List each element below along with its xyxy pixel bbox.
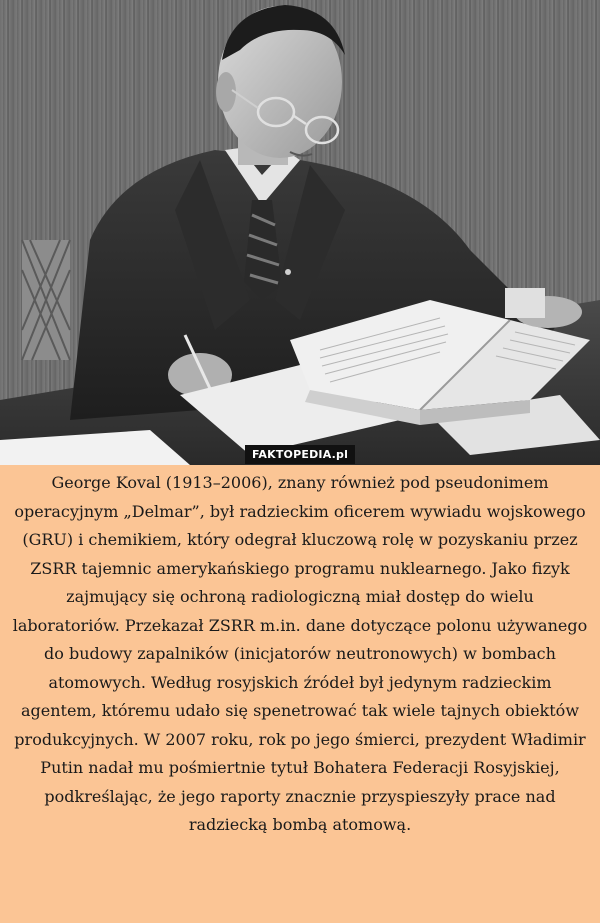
caption-text: George Koval (1913–2006), znany również pod pseudonimem operacyjnym „Delmar”, był radzieckim oficerem wywiadu wojskowego (GRU) i chemikiem, który odegrał kluczową rolę w pozyskaniu przez ZSRR tajemnic amerykańskiego programu nuklearnego. Jako fizyk zajmujący się ochroną radiologiczną miał dostęp do wielu laboratoriów. Przekazał ZSRR m.in. dane dotyczące polonu używanego do budowy zapalników (inicjatorów neutronowych) w bombach atomowych. Według rosyjskich źródeł był jedynym radzieckim agentem, któremu udało się spenetrować tak wiele tajnych obiektów produkcyjnych. W 2007 roku, rok po jego śmierci, prezydent Władimir Putin nadał mu pośmiertnie tytuł Bohatera Federacji Rosyjskiej, podkreślając, że jego raporty znacznie przyspieszyły prace nad radziecką bombą atomową.	[12, 473, 588, 834]
faktopedia-watermark: FAKTOPEDIA.pl	[245, 445, 355, 464]
